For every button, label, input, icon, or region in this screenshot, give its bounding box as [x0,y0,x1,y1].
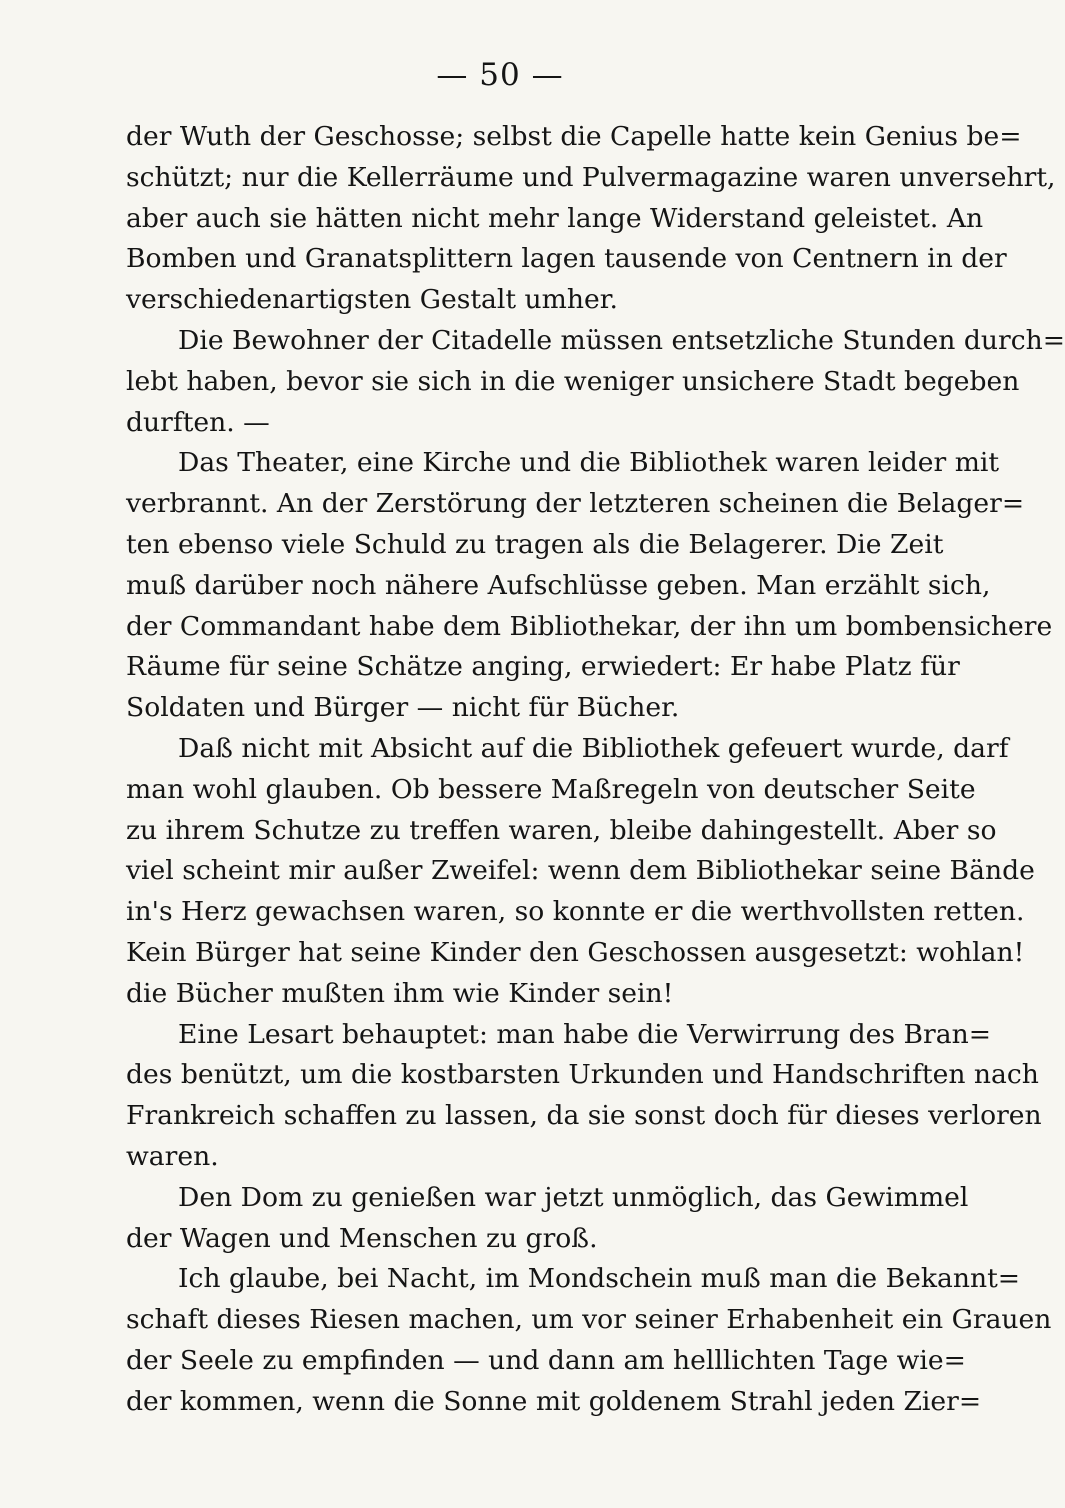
body-text [126,117,1065,1423]
text-line: des benützt, um die kostbarsten Urkunden und Handschriften nach [126,1059,1039,1091]
text-line: der Wuth der Geschosse; selbst die Capelle hatte kein Genius be= [126,121,1022,152]
text-line: Frankreich schaffen zu lassen, da sie sonst doch für dieses verloren [126,1100,1042,1132]
text-line: schützt; nur die Kellerräume und Pulvermagazine waren unversehrt, [126,161,1056,193]
text-line: Kein Bürger hat seine Kinder den Geschossen ausgesetzt: wohlan! [126,936,1025,968]
text-line: Soldaten und Bürger — nicht für Bücher. [126,692,680,724]
text-line: lebt haben, bevor sie sich in die weniger unsichere Stadt begeben [126,365,1020,397]
text-line: in's Herz gewachsen waren, so konnte er die werthvollsten retten. [126,896,1025,928]
text-line: der Seele zu empfinden — und dann am helllichten Tage wie= [126,1344,966,1376]
text-line: die Bücher mußten ihm wie Kinder sein! [126,977,674,1009]
text-line: Bomben und Granatsplittern lagen tausende von Centnern in der [126,243,1007,275]
text-line: Ich glaube, bei Nacht, im Mondschein muß man die Bekannt= [178,1263,1021,1295]
text-line: Den Dom zu genießen war jetzt unmöglich, das Gewimmel [178,1181,969,1213]
text-line: Daß nicht mit Absicht auf die Bibliothek gefeuert wurde, darf [178,732,1009,764]
text-line: viel scheint mir außer Zweifel: wenn dem Bibliothekar seine Bände [126,855,1035,887]
page-number: — 50 — [436,57,564,93]
text-line: durften. — [126,406,270,438]
text-line: verbrannt. An der Zerstörung der letzteren scheinen die Belager= [126,488,1025,520]
text-line: Das Theater, eine Kirche und die Bibliothek waren leider mit [178,447,1000,479]
text-line: der kommen, wenn die Sonne mit goldenem Strahl jeden Zier= [126,1385,982,1417]
text-line: Eine Lesart behauptet: man habe die Verwirrung des Bran= [178,1018,992,1050]
text-line: muß darüber noch nähere Aufschlüsse geben. Man erzählt sich, [126,569,991,601]
text-line: aber auch sie hätten nicht mehr lange Widerstand geleistet. An [126,202,984,234]
text-line: man wohl glauben. Ob bessere Maßregeln von deutscher Seite [126,773,976,805]
text-line: verschiedenartigsten Gestalt umher. [126,284,618,316]
text-line: der Wagen und Menschen zu groß. [126,1222,598,1254]
text-line: ten ebenso viele Schuld zu tragen als die Belagerer. Die Zeit [126,528,944,560]
text-line: waren. [126,1140,219,1172]
text-line: Räume für seine Schätze anging, erwiedert: Er habe Platz für [126,651,960,683]
text-line: der Commandant habe dem Bibliothekar, der ihn um bombensichere [126,610,1053,642]
text-line: Die Bewohner der Citadelle müssen entsetzliche Stunden durch= [178,324,1065,356]
text-line: zu ihrem Schutze zu treffen waren, bleibe dahingestellt. Aber so [126,814,997,846]
text-line: schaft dieses Riesen machen, um vor seiner Erhabenheit ein Grauen [126,1304,1052,1336]
